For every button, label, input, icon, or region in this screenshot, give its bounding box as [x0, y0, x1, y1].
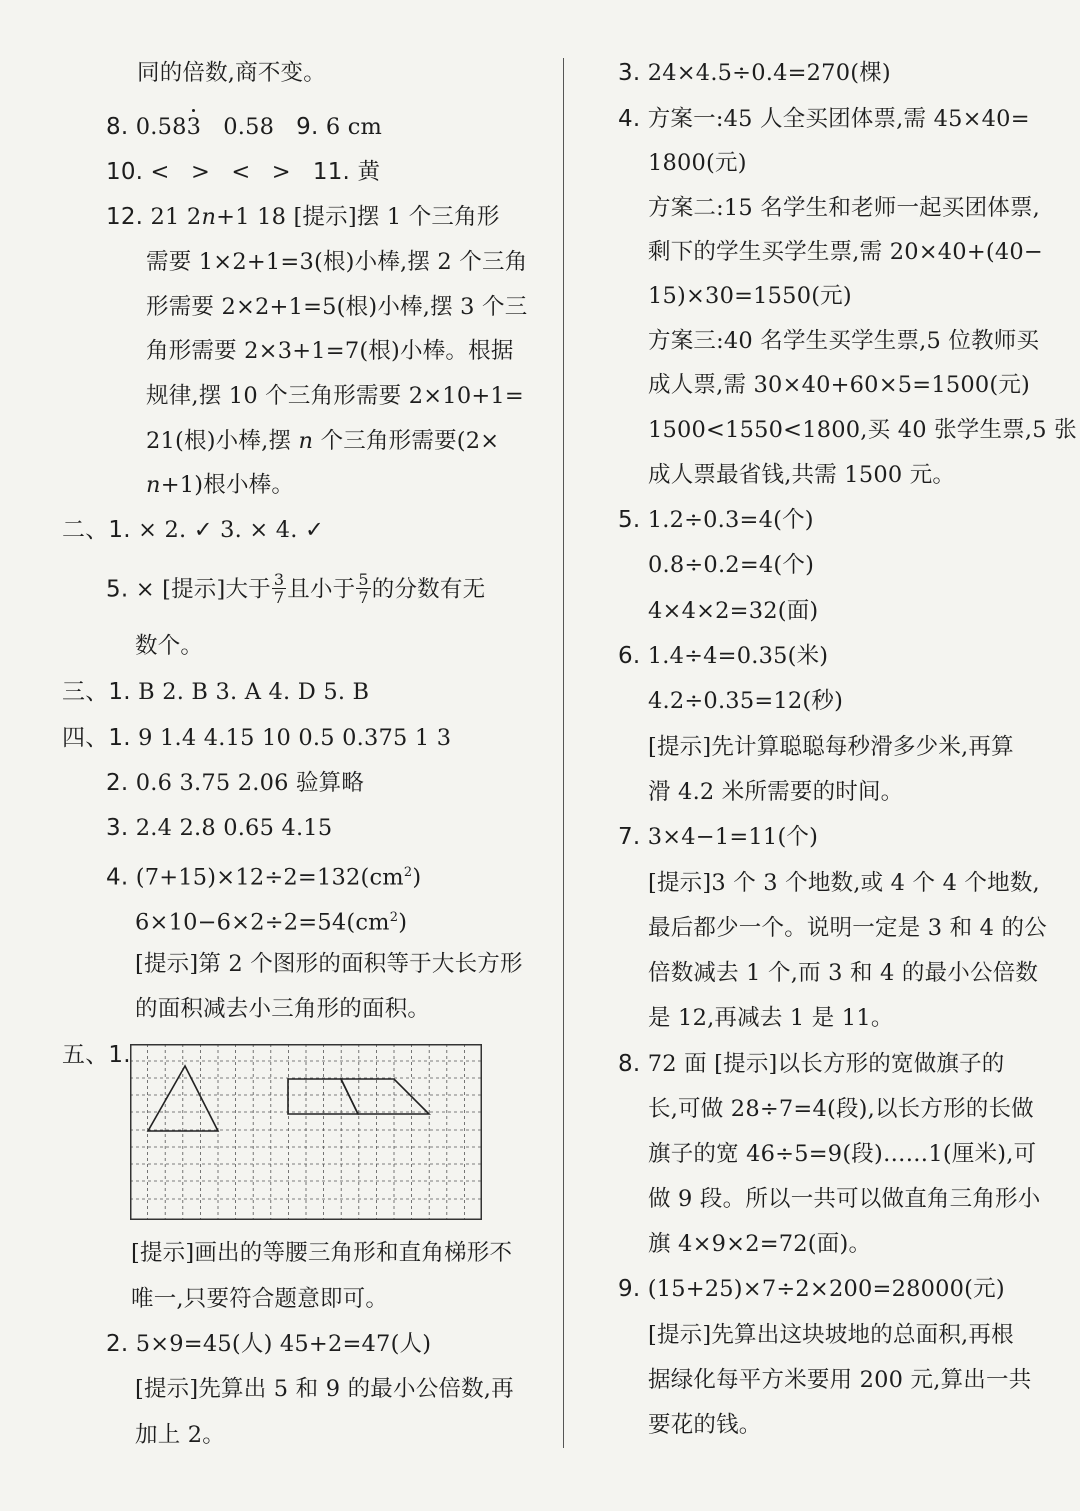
- answer-8-9: [106, 112, 382, 142]
- text: ): [398, 909, 408, 936]
- answer-text: (7+15)×12÷2=132(cm: [135, 864, 404, 891]
- line: [146, 470, 294, 500]
- q-number: 5.: [106, 576, 129, 603]
- answer-text: (15+25)×7÷2×200=28000(元): [647, 1276, 1005, 1302]
- section-number: 三、1.: [62, 679, 131, 705]
- drawing-grid: [130, 1044, 482, 1220]
- superscript: 2: [389, 910, 399, 925]
- hint-line: [提示]先算出这块坡地的总面积,再根: [648, 1322, 1014, 1348]
- line: 1800(元): [648, 150, 747, 176]
- line: 方案二:15 名学生和老师一起买团体票,: [648, 195, 1041, 221]
- hint-line: 加上 2。: [135, 1422, 225, 1448]
- answer-text: 0.58: [223, 114, 275, 140]
- line: 剩下的学生买学生票,需 20×40+(40−: [648, 239, 1043, 265]
- line: 方案三:40 名学生买学生票,5 位教师买: [648, 328, 1040, 354]
- hint-line: 最后都少一个。说明一定是 3 和 4 的公: [648, 915, 1047, 941]
- line: 4.2÷0.35=12(秒): [648, 688, 844, 714]
- answer-text: 方案一:45 人全买团体票,需 45×40=: [647, 106, 1030, 132]
- hint-line: [提示]第 2 个图形的面积等于大长方形: [135, 951, 523, 977]
- line: 1500<1550<1800,买 40 张学生票,5 张: [648, 417, 1077, 443]
- q-number: 3.: [618, 60, 641, 86]
- answer-r5: [618, 505, 814, 535]
- answer-text: B 2. B 3. A 4. D 5. B: [138, 679, 370, 705]
- answer-text: 黄: [357, 159, 381, 185]
- section-number: 五、1.: [62, 1042, 131, 1068]
- line: 做 9 段。所以一共可以做直角三角形小: [648, 1186, 1041, 1212]
- q-number: 8.: [106, 114, 129, 140]
- section-5: [62, 1040, 131, 1070]
- q-number: 10.: [106, 159, 144, 185]
- line: 0.8÷0.2=4(个): [648, 552, 815, 578]
- hint-line: [提示]先计算聪聪每秒滑多少米,再算: [648, 734, 1014, 760]
- hint-line: 滑 4.2 米所需要的时间。: [648, 779, 904, 805]
- answer-5-2: [106, 1329, 431, 1359]
- line: 15)×30=1550(元): [648, 283, 852, 309]
- answer-text: < > < >: [150, 159, 291, 185]
- answer-text: 2.4 2.8 0.65 4.15: [135, 815, 333, 841]
- answer-text: 21 2: [150, 204, 202, 230]
- answer-text: +1 18 [提示]摆 1 个三角形: [216, 204, 500, 230]
- answer-r7: [618, 822, 818, 852]
- line: [135, 903, 407, 938]
- repeating-digit: 3: [186, 114, 202, 140]
- section-2: [62, 515, 324, 545]
- answer-r3: [618, 58, 891, 88]
- answer-text: × 2. ✓ 3. × 4. ✓: [138, 517, 325, 543]
- answer-text: 3×4−1=11(个): [647, 824, 819, 850]
- answer-r8: [618, 1049, 1005, 1079]
- q-number: 9.: [296, 114, 319, 140]
- answer-10-11: [106, 157, 380, 187]
- section-3: [62, 677, 369, 707]
- q-number: 8.: [618, 1051, 641, 1077]
- answer-text: 6 cm: [325, 114, 383, 140]
- hint-line: [提示]先算出 5 和 9 的最小公倍数,再: [135, 1376, 514, 1402]
- line: 同的倍数,商不变。: [137, 60, 326, 86]
- q-number: 2.: [106, 770, 129, 796]
- answer-r6: [618, 641, 828, 671]
- answer-text: × [提示]大于: [135, 576, 271, 603]
- answer-text: 6×10−6×2÷2=54(cm: [135, 909, 390, 936]
- line: [146, 426, 499, 456]
- q-number: 5.: [618, 507, 641, 533]
- hint-line: [提示]画出的等腰三角形和直角梯形不: [131, 1240, 513, 1266]
- hint-line: 是 12,再减去 1 是 11。: [648, 1005, 894, 1031]
- fraction-5-7: $\frac{5}{7}$: [358, 570, 369, 607]
- answer-4-4: [106, 858, 421, 893]
- text: +1)根小棒。: [160, 472, 295, 498]
- line: 形需要 2×2+1=5(根)小棒,摆 3 个三: [146, 294, 528, 320]
- section-number: 二、1.: [62, 517, 131, 543]
- answer-text: 0.6 3.75 2.06 验算略: [135, 770, 365, 796]
- line: 旗子的宽 46÷5=9(段)……1(厘米),可: [648, 1141, 1037, 1167]
- line: 数个。: [135, 633, 204, 659]
- answer-text: 24×4.5÷0.4=270(棵): [647, 60, 891, 86]
- q-number: 11.: [312, 159, 351, 185]
- text: 21(根)小棒,摆: [146, 428, 292, 454]
- line: 角形需要 2×3+1=7(根)小棒。根据: [146, 338, 514, 364]
- fraction-3-7: $\frac{3}{7}$: [273, 570, 285, 607]
- section-number: 四、1.: [62, 725, 131, 751]
- line: 成人票,需 30×40+60×5=1500(元): [648, 372, 1031, 398]
- answer-text: 1.4÷4=0.35(米): [647, 643, 829, 669]
- variable-n: n: [298, 428, 314, 454]
- text: 个三角形需要(2×: [320, 428, 500, 454]
- answer-text: 72 面 [提示]以长方形的宽做旗子的: [647, 1051, 1005, 1077]
- hint-line: 唯一,只要符合题意即可。: [131, 1286, 389, 1312]
- q-number: 6.: [618, 643, 641, 669]
- answer-text: 9 1.4 4.15 10 0.5 0.375 1 3: [138, 725, 452, 751]
- line: 长,可做 28÷7=4(段),以长方形的长做: [648, 1096, 1034, 1122]
- line: 4×4×2=32(面): [648, 598, 819, 624]
- answer-text: 1.2÷0.3=4(个): [647, 507, 814, 533]
- q-number: 9.: [618, 1276, 641, 1302]
- line: 成人票最省钱,共需 1500 元。: [648, 462, 956, 488]
- q-number: 2.: [106, 1331, 129, 1357]
- text: ): [412, 864, 422, 891]
- answer-text: 且小于: [287, 576, 356, 603]
- answer-r4: [618, 104, 1030, 134]
- q-number: 3.: [106, 815, 129, 841]
- line: 规律,摆 10 个三角形需要 2×10+1=: [146, 383, 524, 409]
- variable-n: n: [201, 204, 217, 230]
- hint-line: 的面积减去小三角形的面积。: [135, 996, 431, 1022]
- answer-text: 5×9=45(人) 45+2=47(人): [135, 1331, 432, 1357]
- q-number: 7.: [618, 824, 641, 850]
- q-number: 4.: [106, 864, 129, 891]
- answer-text: 0.58: [135, 114, 187, 140]
- variable-n: n: [146, 472, 161, 498]
- line: 旗 4×9×2=72(面)。: [648, 1231, 872, 1257]
- right-trapezoid-b: [341, 1079, 429, 1114]
- q-number: 4.: [618, 106, 641, 132]
- superscript: 2: [403, 865, 413, 880]
- answer-2-5: [106, 570, 486, 608]
- answer-text: 的分数有无: [371, 576, 486, 603]
- line: 需要 1×2+1=3(根)小棒,摆 2 个三角: [146, 249, 528, 275]
- hint-line: 倍数减去 1 个,而 3 和 4 的最小公倍数: [648, 960, 1039, 986]
- answer-4-3: [106, 813, 332, 843]
- right-trapezoid-a: [288, 1079, 358, 1114]
- q-number: 12.: [106, 204, 144, 230]
- hint-line: 据绿化每平方米要用 200 元,算出一共: [648, 1367, 1032, 1393]
- section-4: [62, 723, 451, 753]
- answer-r9: [618, 1274, 1005, 1304]
- hint-line: 要花的钱。: [648, 1412, 762, 1438]
- answer-4-2: [106, 768, 364, 798]
- column-divider: [563, 58, 564, 1448]
- hint-line: [提示]3 个 3 个地数,或 4 个 4 个地数,: [648, 870, 1040, 896]
- answer-12: [106, 202, 500, 232]
